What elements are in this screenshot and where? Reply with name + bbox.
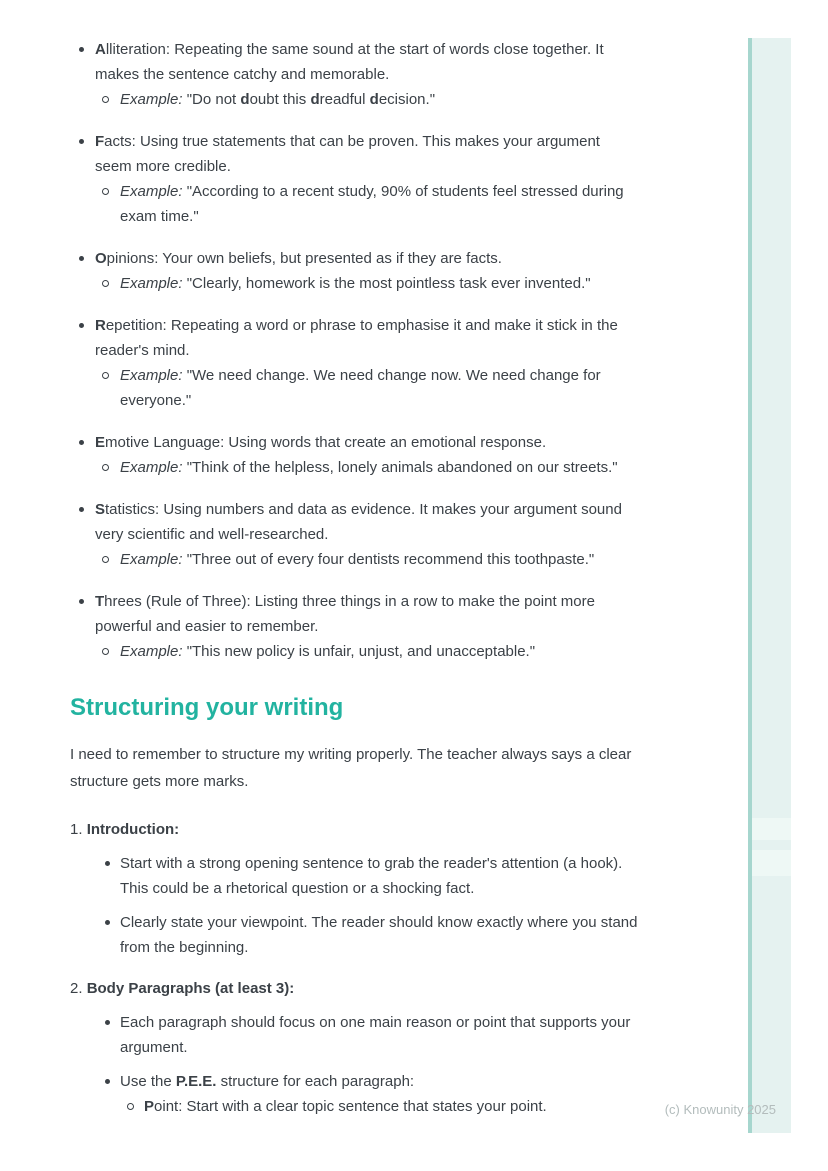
list-item-repetition [70,313,640,413]
step-bullet-text: Clearly state your viewpoint. The reader should know exactly where you stand from the beginning. [98,910,640,960]
page-edge-strip [748,38,791,1133]
list-item-opinions [70,246,640,296]
example-list [70,639,640,664]
step-bullet-text: Use the P.E.E. structure for each paragraph: [98,1069,640,1094]
step-heading [70,817,640,842]
step-bullet-list [70,1010,640,1119]
list-item-facts [70,129,640,229]
technique-text: Alliteration: Repeating the same sound at the start of words close together. It makes the sentence catchy and memorable. [70,37,640,87]
step-number: 2. [70,980,83,997]
example-list [70,455,640,480]
strip-highlight-block [752,818,791,840]
example-text: Example: "Three out of every four dentists recommend this toothpaste." [95,547,640,572]
section-heading: Structuring your writing [70,694,344,721]
technique-text: Statistics: Using numbers and data as evidence. It makes your argument sound very scientific and well-researched. [70,497,640,547]
example-list [70,179,640,229]
sub-bullet-text: Point: Start with a clear topic sentence that states your point. [120,1094,640,1119]
step-title: Body Paragraphs (at least 3): [86,980,295,997]
example-list [70,271,640,296]
example-list [70,363,640,413]
example-text: Example: "Do not doubt this dreadful decision." [95,87,640,112]
technique-text: Repetition: Repeating a word or phrase to emphasise it and make it stick in the reader's mind. [70,313,640,363]
list-item-statistics [70,497,640,572]
list-item-alliteration [70,37,640,112]
step-heading [70,976,640,1001]
pee-sub-list [98,1094,640,1119]
step-bullet [98,910,640,960]
step-bullet-text: Start with a strong opening sentence to grab the reader's attention (a hook). This could be a rhetorical question or a shocking fact. [98,851,640,901]
example-text: Example: "According to a recent study, 90% of students feel stressed during exam time." [95,179,640,229]
step-item-introduction [70,817,640,960]
example-list [70,547,640,572]
document-content [70,37,640,1135]
technique-text: Facts: Using true statements that can be proven. This makes your argument seem more credible. [70,129,640,179]
example-text: Example: "Clearly, homework is the most pointless task ever invented." [95,271,640,296]
techniques-list [70,37,640,664]
step-title: Introduction: [86,821,180,838]
step-bullet-list [70,851,640,960]
step-number: 1. [70,821,83,838]
step-item-body-paragraphs [70,976,640,1119]
example-text: Example: "Think of the helpless, lonely animals abandoned on our streets." [95,455,640,480]
example-list [70,87,640,112]
list-item-threes [70,589,640,664]
step-bullet [98,851,640,901]
example-text: Example: "This new policy is unfair, unjust, and unacceptable." [95,639,640,664]
structure-steps-list [70,817,640,1119]
intro-paragraph: I need to remember to structure my writing properly. The teacher always says a clear structure gets more marks. [70,746,632,790]
example-text: Example: "We need change. We need change now. We need change for everyone." [95,363,640,413]
technique-text: Threes (Rule of Three): Listing three things in a row to make the point more powerful and easier to remember. [70,589,640,639]
copyright-watermark: (c) Knowunity 2025 [664,1102,776,1117]
technique-text: Opinions: Your own beliefs, but presented as if they are facts. [70,246,640,271]
step-bullet [98,1010,640,1060]
technique-text: Emotive Language: Using words that create an emotional response. [70,430,640,455]
step-bullet-text: Each paragraph should focus on one main reason or point that supports your argument. [98,1010,640,1060]
list-item-emotive-language [70,430,640,480]
step-bullet [98,1069,640,1119]
strip-highlight-block [752,850,791,876]
